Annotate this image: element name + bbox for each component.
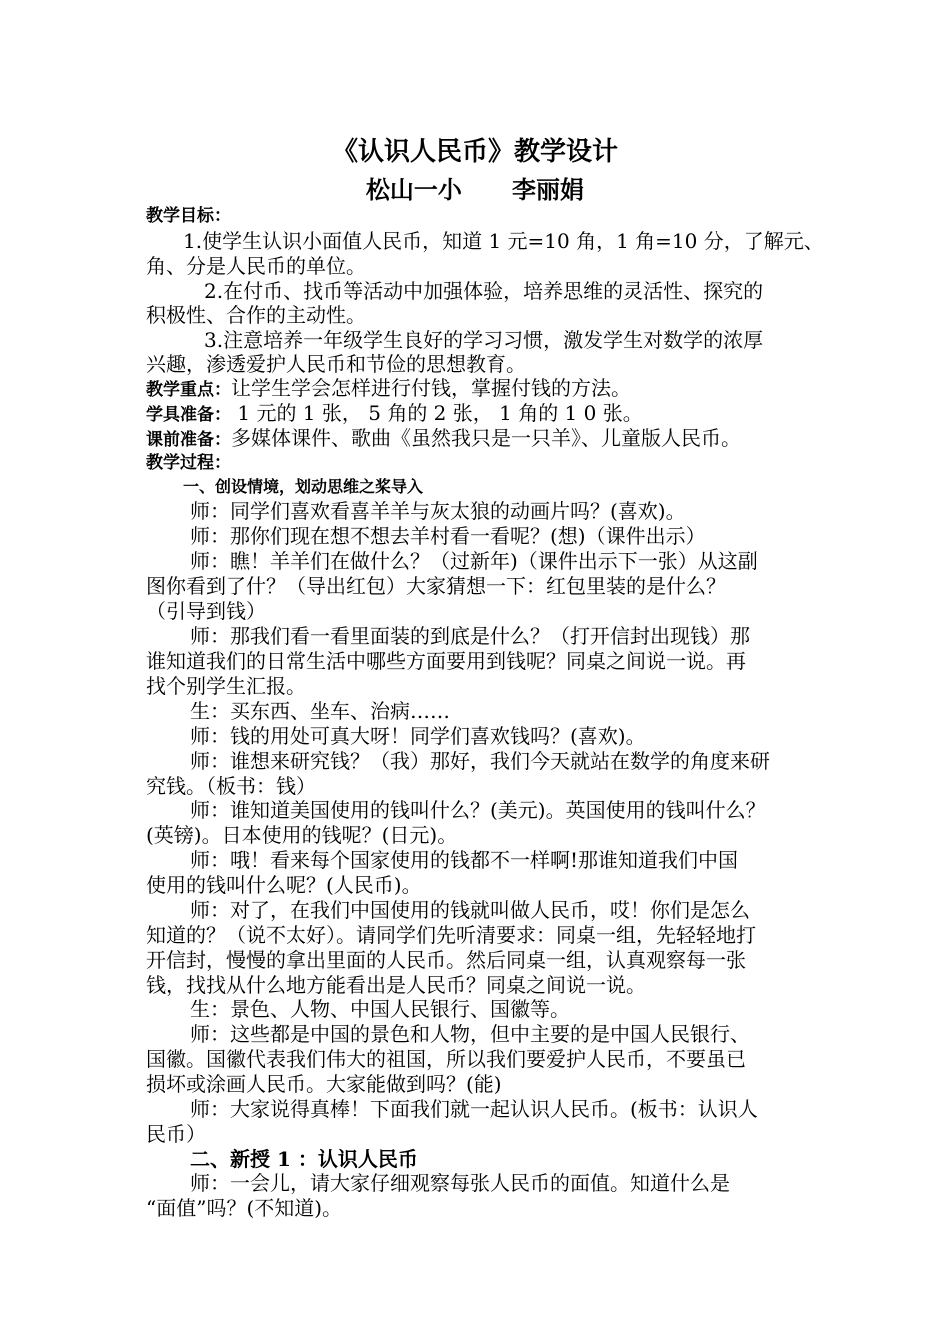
- paragraph-5: 生：买东西、坐车、治病……: [190, 699, 450, 723]
- paragraph-6: 师：钱的用处可真大呀！同学们喜欢钱吗？(喜欢)。: [190, 724, 646, 748]
- paragraph-13-line-2: 民币）: [146, 1122, 206, 1146]
- objective-1-line-1: 1.使学生认识小面值人民币，知道 1 元=10 角，1 角=10 分，了解元、: [183, 229, 824, 253]
- paragraph-4-line-2: 谁知道我们的日常生活中哪些方面要用到钱呢？同桌之间说一说。再: [146, 649, 746, 673]
- key-point-label: 教学重点：: [146, 380, 231, 400]
- objectives-heading: 教学目标：: [146, 206, 231, 226]
- key-point-text: 让学生学会怎样进行付钱，掌握付钱的方法。: [231, 376, 631, 400]
- process-heading: 教学过程：: [146, 453, 231, 473]
- paragraph-12-line-1: 师：这些都是中国的景色和人物，但中主要的是中国人民银行、: [190, 1022, 750, 1046]
- paragraph-3-line-1: 师：瞧！羊羊们在做什么？（过新年)（课件出示下一张）从这副: [190, 549, 758, 573]
- paragraph-9-line-2: 使用的钱叫什么呢？(人民币)。: [146, 873, 422, 897]
- paragraph-4-line-3: 找个别学生汇报。: [146, 674, 306, 698]
- document-title: 《认识人民币》教学设计: [331, 137, 618, 167]
- paragraph-8-line-2: (英镑)。日本使用的钱呢？(日元)。: [146, 823, 458, 847]
- paragraph-3-line-2: 图你看到了什？（导出红包）大家猜想一下：红包里装的是什么？: [146, 574, 726, 598]
- paragraph-12-line-3: 损坏或涂画人民币。大家能做到吗？(能): [146, 1072, 502, 1096]
- key-point-line: [146, 375, 826, 403]
- paragraph-10-line-3: 开信封，慢慢的拿出里面的人民币。然后同桌一组，认真观察每一张: [146, 948, 746, 972]
- paragraph-3-line-3: （引导到钱）: [146, 599, 266, 623]
- section-1-heading: 一、创设情境，划动思维之桨导入: [183, 477, 424, 496]
- objective-3-line-2: 兴趣，渗透爱护人民币和节俭的思想教育。: [146, 352, 526, 376]
- paragraph-7-line-2: 究钱。（板书：钱）: [146, 774, 316, 798]
- paragraph-11: 生：景色、人物、中国人民银行、国徽等。: [190, 997, 570, 1021]
- paragraph-7-line-1: 师：谁想来研究钱？（我）那好，我们今天就站在数学的角度来研: [190, 749, 770, 773]
- objective-3-line-1: 3.注意培养一年级学生良好的学习习惯，激发学生对数学的浓厚: [204, 328, 764, 352]
- objective-2-line-1: 2.在付币、找币等活动中加强体验，培养思维的灵活性、探究的: [204, 279, 764, 303]
- paragraph-1: 师：同学们喜欢看喜羊羊与灰太狼的动画片吗？(喜欢)。: [190, 499, 686, 523]
- tools-text: 1 元的 1 张， 5 角的 2 张， 1 角的 1 0 张。: [231, 401, 643, 425]
- paragraph-13-line-1: 师：大家说得真棒！下面我们就一起认识人民币。(板书：认识人: [190, 1097, 758, 1121]
- paragraph-10-line-2: 知道的？（说不太好）。请同学们先听清要求：同桌一组，先轻轻地打: [146, 923, 756, 947]
- prep-label: 课前准备：: [146, 430, 231, 450]
- tools-label: 学具准备：: [146, 405, 231, 425]
- paragraph-10-line-1: 师：对了，在我们中国使用的钱就叫做人民币，哎！你们是怎么: [190, 898, 750, 922]
- prep-text: 多媒体课件、歌曲《虽然我只是一只羊》、儿童版人民币。: [231, 426, 741, 450]
- paragraph-2: 师：那你们现在想不想去羊村看一看呢？(想)（课件出示）: [190, 524, 706, 548]
- paragraph-12-line-2: 国徽。国徽代表我们伟大的祖国，所以我们要爱护人民币，不要虽已: [146, 1047, 746, 1071]
- prep-line: [146, 425, 826, 453]
- paragraph-9-line-1: 师：哦！看来每个国家使用的钱都不一样啊!那谁知道我们中国: [190, 848, 739, 872]
- paragraph-14-line-1: 师：一会儿，请大家仔细观察每张人民币的面值。知道什么是: [190, 1171, 730, 1195]
- paragraph-14-line-2: “面值”吗？(不知道)。: [146, 1196, 343, 1220]
- paragraph-8-line-1: 师：谁知道美国使用的钱叫什么？(美元)。英国使用的钱叫什么？: [190, 798, 766, 822]
- paragraph-4-line-1: 师：那我们看一看里面装的到底是什么？（打开信封出现钱）那: [190, 624, 750, 648]
- objective-2-line-2: 积极性、合作的主动性。: [146, 303, 366, 327]
- section-2-heading: 二、新授 1 ：认识人民币: [190, 1147, 418, 1171]
- objective-1-line-2: 角、分是人民币的单位。: [146, 254, 366, 278]
- document-subtitle: 松山一小 李丽娟: [365, 175, 585, 204]
- tools-line: [146, 400, 826, 428]
- paragraph-10-line-4: 钱，找找从什么地方能看出是人民币？同桌之间说一说。: [146, 973, 646, 997]
